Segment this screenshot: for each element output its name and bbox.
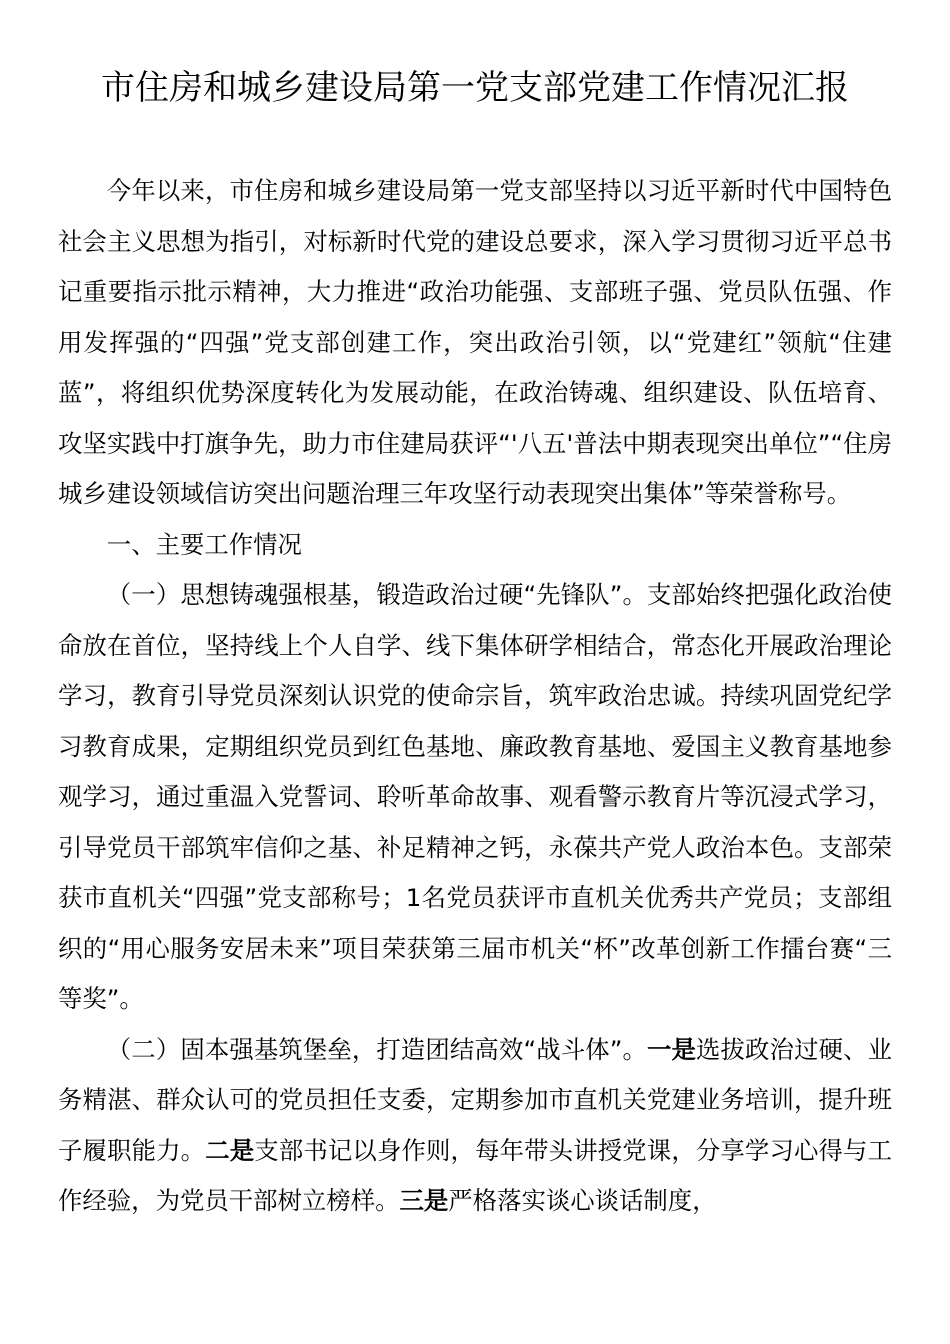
document-body [58,166,892,1227]
point-label-3: 三是 [399,1186,449,1215]
point-text-2: 支部书记以身作则，每年带头讲授党课，分享学习心得与工作经验，为党员干部树立榜样。 [58,1135,892,1215]
point-text-3: 严格落实谈心谈话制度， [448,1186,717,1215]
point-label-1: 一是 [647,1034,697,1064]
section-heading: 一、主要工作情况 [106,529,302,559]
paragraph-2 [58,1025,892,1227]
intro-paragraph: 今年以来，市住房和城乡建设局第一党支部坚持以习近平新时代中国特色社会主义思想为指引，对标新时代党的建设总要求，深入学习贯彻习近平总书记重要指示批示精神，大力推进“政治功能强、支部班子强、党员队伍强、作用发挥强的“四强”党支部创建工作，突出政治引领，以“党建红”领航“住建蓝”，将组织优势深度转化为发展动能，在政治铸魂、组织建设、队伍培育、攻坚实践中打旗争先，助力市住建局获评“'八五'普法中期表现突出单位”“住房城乡建设领域信访突出问题治理三年攻坚行动表现突出集体”等荣誉称号。 [58,176,892,508]
point-label-2: 二是 [205,1135,255,1165]
point-text-1: 选拔政治过硬、业务精湛、群众认可的党员担任支委，定期参加市直机关党建业务培训，提升班子履职能力。 [58,1034,892,1165]
document-title: 市住房和城乡建设局第一党支部党建工作情况汇报 [101,68,849,108]
paragraph-1: （一）思想铸魂强根基，锻造政治过硬“先锋队”。支部始终把强化政治使命放在首位，坚持线上个人自学、线下集体研学相结合，常态化开展政治理论学习，教育引导党员深刻认识党的使命宗旨，筑牢政治忠诚。持续巩固党纪学习教育成果，定期组织党员到红色基地、廉政教育基地、爱国主义教育基地参观学习，通过重温入党誓词、聆听革命故事、观看警示教育片等沉浸式学习，引导党员干部筑牢信仰之基、补足精神之钙，永葆共产党人政治本色。支部荣获市直机关“四强”党支部称号；1名党员获评市直机关优秀共产党员；支部组织的“用心服务安居未来”项目荣获第三届市机关“杯”改革创新工作擂台赛“三等奖”。 [58,580,892,1013]
paragraph-2-intro: （二）固本强基筑堡垒，打造团结高效“战斗体”。 [106,1034,647,1064]
